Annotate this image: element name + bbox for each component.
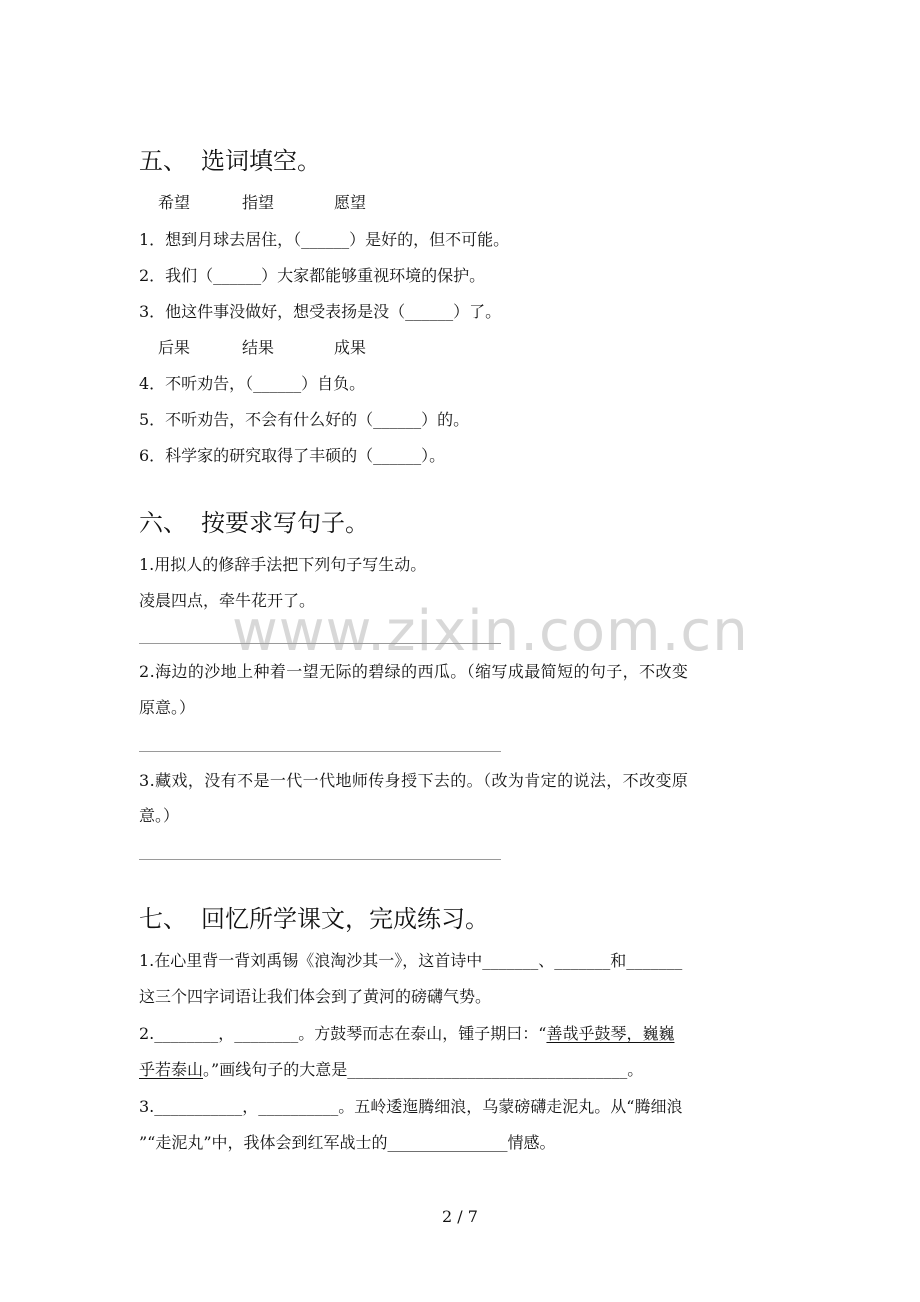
answer-line[interactable] (139, 751, 501, 752)
question-text: 。”画线句子的大意是___________________________________。 (203, 1060, 644, 1079)
section6-heading: 按要求写句子。 (201, 509, 369, 537)
section5-item-3: 3．他这件事没做好，想受表扬是没（______）了。 (139, 302, 502, 321)
section7-question-2 (139, 1024, 674, 1044)
word-option: 愿望 (334, 193, 367, 212)
section6-question-2-cont: 原意。） (139, 698, 196, 717)
section7-question-1-cont: 这三个四字词语让我们体会到了黄河的磅礴气势。 (139, 987, 492, 1006)
word-option: 结果 (242, 338, 275, 357)
word-option: 希望 (158, 193, 191, 212)
section6-question-1: 1.用拟人的修辞手法把下列句子写生动。 (139, 555, 427, 574)
section7-heading: 回忆所学课文，完成练习。 (201, 905, 489, 933)
section6-number: 六、 (139, 509, 187, 537)
word-option: 成果 (334, 338, 367, 357)
answer-line[interactable] (139, 643, 501, 644)
section5-item-6: 6．科学家的研究取得了丰硕的（______）。 (139, 446, 446, 465)
page-number: 2 / 7 (442, 1207, 478, 1226)
question-text: 2.________，________。方鼓琴而志在泰山，锺子期曰：“ (139, 1024, 547, 1043)
section5-item-2: 2．我们（______）大家都能够重视环境的保护。 (139, 266, 486, 285)
section6-question-3: 3.藏戏，没有不是一代一代地师传身授下去的。（改为肯定的说法，不改变原 (139, 771, 689, 790)
section7-question-1: 1.在心里背一背刘禹锡《浪淘沙其一》，这首诗中_______、_______和_______ (139, 951, 683, 970)
underlined-sentence: 乎若泰山 (139, 1060, 204, 1079)
section7-question-2-cont (139, 1060, 643, 1080)
section6-question-2: 2.海边的沙地上种着一望无际的碧绿的西瓜。（缩写成最简短的句子，不改变 (139, 662, 689, 681)
word-option: 指望 (242, 193, 275, 212)
section6-title (139, 508, 369, 538)
section7-question-3: 3.___________，__________。五岭逶迤腾细浪，乌蒙磅礴走泥丸。从“腾细浪 (139, 1097, 683, 1116)
section5-item-4: 4．不听劝告，（______）自负。 (139, 374, 366, 393)
word-option: 后果 (158, 338, 191, 357)
section5-number: 五、 (139, 147, 187, 175)
section5-item-1: 1．想到月球去居住，（______）是好的，但不可能。 (139, 230, 510, 249)
section5-title (139, 146, 321, 176)
section7-number: 七、 (139, 905, 187, 933)
underlined-sentence: 善哉乎鼓琴，巍巍 (546, 1024, 675, 1043)
section6-question-3-cont: 意。） (139, 806, 180, 825)
section7-title (139, 904, 489, 934)
watermark: www.zixin.com.cn (232, 599, 749, 664)
section5-heading: 选词填空。 (201, 147, 321, 175)
section5-item-5: 5．不听劝告，不会有什么好的（______）的。 (139, 410, 470, 429)
section7-question-3-cont: ”“走泥丸”中，我体会到红军战士的_______________情感。 (139, 1133, 556, 1152)
section6-question-1-sentence: 凌晨四点，牵牛花开了。 (139, 591, 316, 610)
answer-line[interactable] (139, 859, 501, 860)
